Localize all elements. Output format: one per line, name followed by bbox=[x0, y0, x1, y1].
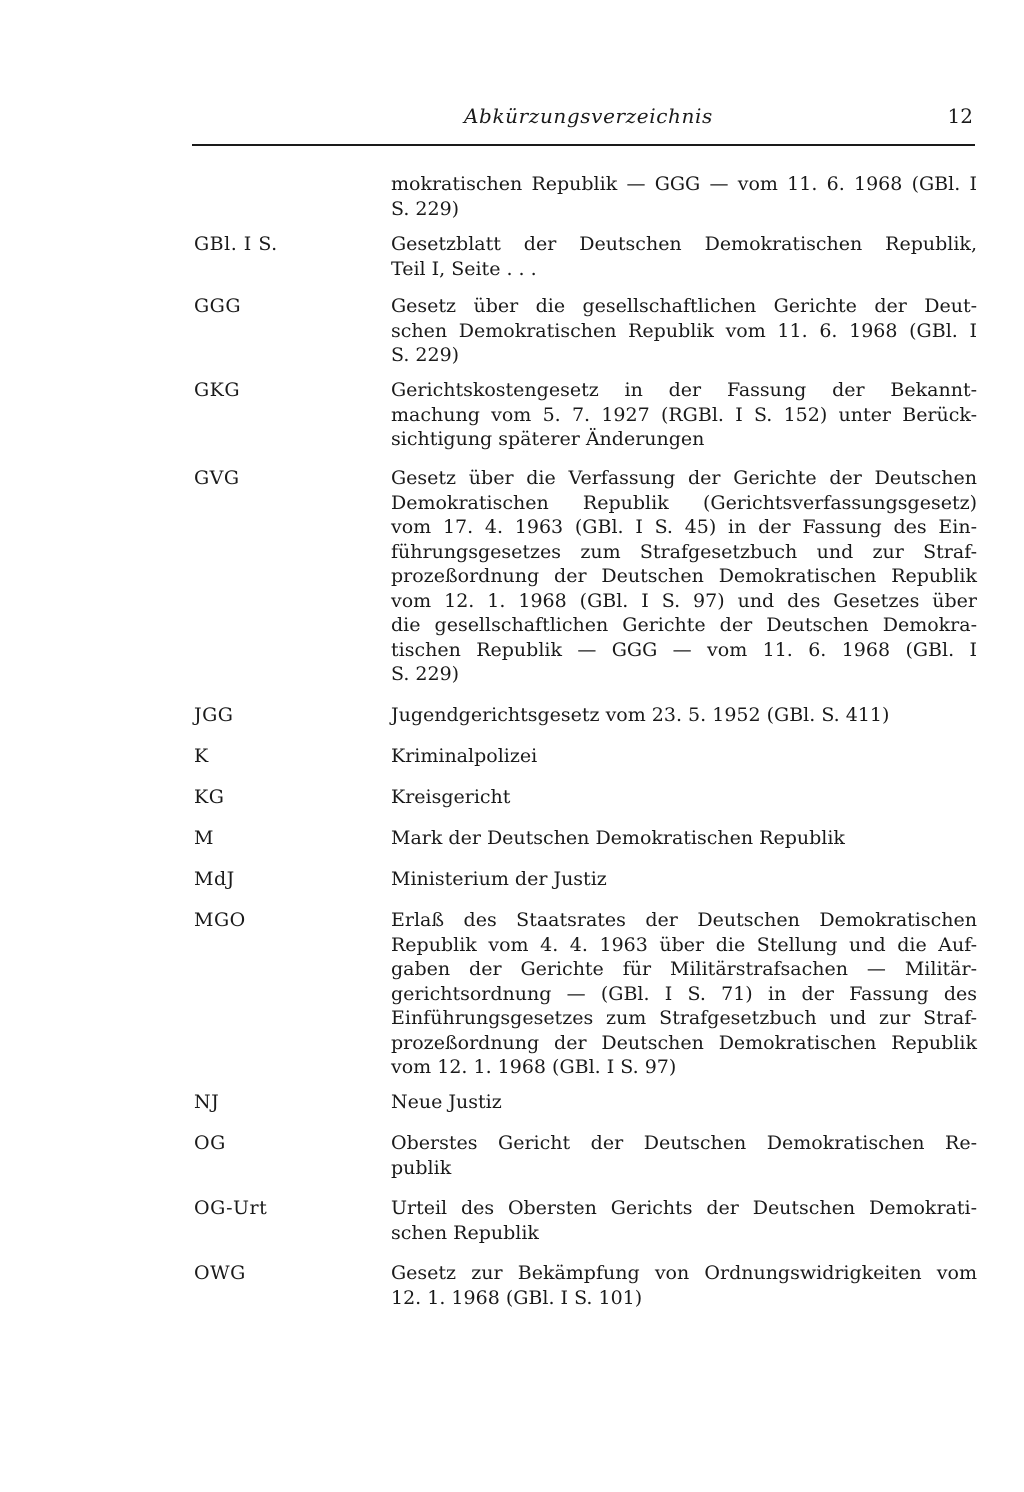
definition-line: prozeßordnung der Deutschen Demokratischen Republik bbox=[391, 1031, 977, 1054]
entry-definition bbox=[391, 1090, 977, 1115]
entry-definition bbox=[391, 908, 977, 1080]
definition-line: schen Demokratischen Republik vom 11. 6. 1968 (GBl. I bbox=[391, 319, 977, 342]
entry-definition bbox=[391, 826, 977, 851]
definition-line: vom 17. 4. 1963 (GBl. I S. 45) in der Fassung des Ein- bbox=[391, 516, 977, 538]
entry-abbreviation: JGG bbox=[194, 704, 234, 726]
entry-definition bbox=[391, 867, 977, 892]
definition-line: Kriminalpolizei bbox=[391, 745, 538, 767]
definition-line: Kreisgericht bbox=[391, 786, 511, 808]
entry-abbreviation: OWG bbox=[194, 1262, 246, 1284]
entry-abbreviation: GKG bbox=[194, 379, 241, 401]
entry-abbreviation: MdJ bbox=[194, 868, 235, 890]
definition-line: schen Republik bbox=[391, 1221, 539, 1244]
entry-abbreviation: M bbox=[194, 827, 214, 849]
entry-abbreviation: GBl. I S. bbox=[194, 233, 278, 255]
entry-definition bbox=[391, 785, 977, 810]
definition-line: tischen Republik — GGG — vom 11. 6. 1968 (GBl. I bbox=[391, 638, 977, 661]
running-title: Abkürzungsverzeichnis bbox=[464, 104, 713, 128]
definition-line: Gesetz zur Bekämpfung von Ordnungswidrigkeiten vom bbox=[391, 1262, 977, 1284]
definition-line: Urteil des Obersten Gerichts der Deutschen Demokrati- bbox=[391, 1197, 977, 1219]
entry-abbreviation: K bbox=[194, 745, 209, 767]
definition-line: Gesetz über die gesellschaftlichen Gerichte der Deut- bbox=[391, 295, 977, 317]
entry-definition bbox=[391, 172, 977, 221]
definition-line: Gesetz über die Verfassung der Gerichte der Deutschen bbox=[391, 467, 977, 489]
entry-abbreviation: MGO bbox=[194, 909, 246, 931]
definition-line: prozeßordnung der Deutschen Demokratischen Republik bbox=[391, 565, 977, 587]
definition-line: S. 229) bbox=[391, 663, 460, 685]
entry-definition bbox=[391, 744, 977, 769]
definition-line: vom 12. 1. 1968 (GBl. I S. 97) und des Gesetzes über bbox=[391, 589, 977, 612]
definition-line: mokratischen Republik — GGG — vom 11. 6. 1968 (GBl. I bbox=[391, 173, 977, 195]
definition-line: führungsgesetzes zum Strafgesetzbuch und zur Straf- bbox=[391, 540, 977, 563]
entry-definition bbox=[391, 466, 977, 687]
definition-line: Jugendgerichtsgesetz vom 23. 5. 1952 (GBl. S. 411) bbox=[391, 704, 890, 726]
definition-line: Gerichtskostengesetz in der Fassung der Bekannt- bbox=[391, 379, 977, 401]
definition-line: Neue Justiz bbox=[391, 1091, 502, 1113]
entry-abbreviation: KG bbox=[194, 786, 225, 808]
entry-definition bbox=[391, 1261, 977, 1310]
definition-line: S. 229) bbox=[391, 344, 460, 366]
definition-line: 12. 1. 1968 (GBl. I S. 101) bbox=[391, 1286, 643, 1309]
entry-abbreviation: GVG bbox=[194, 467, 240, 489]
definition-line: die gesellschaftlichen Gerichte der Deutschen Demokra- bbox=[391, 614, 977, 636]
definition-line: gaben der Gerichte für Militärstrafsachen — Militär- bbox=[391, 958, 977, 980]
definition-line: Gesetzblatt der Deutschen Demokratischen Republik, bbox=[391, 233, 977, 255]
definition-line: gerichtsordnung — (GBl. I S. 71) in der Fassung des bbox=[391, 982, 977, 1005]
entry-abbreviation: GGG bbox=[194, 295, 242, 317]
definition-line: Mark der Deutschen Demokratischen Republik bbox=[391, 827, 845, 849]
definition-line: Republik vom 4. 4. 1963 über die Stellung und die Auf- bbox=[391, 933, 977, 956]
entry-definition bbox=[391, 1196, 977, 1245]
definition-line: sichtigung späterer Änderungen bbox=[391, 428, 705, 450]
definition-line: S. 229) bbox=[391, 197, 460, 220]
entry-abbreviation: OG bbox=[194, 1132, 226, 1154]
definition-line: vom 12. 1. 1968 (GBl. I S. 97) bbox=[391, 1056, 677, 1078]
entry-definition bbox=[391, 1131, 977, 1180]
definition-line: Einführungsgesetzes zum Strafgesetzbuch und zur Straf- bbox=[391, 1007, 977, 1029]
definition-line: Ministerium der Justiz bbox=[391, 868, 607, 890]
definition-line: machung vom 5. 7. 1927 (RGBl. I S. 152) unter Berück- bbox=[391, 403, 977, 426]
definition-line: Demokratischen Republik (Gerichtsverfassungsgesetz) bbox=[391, 491, 977, 514]
page-header bbox=[192, 104, 975, 146]
definition-line: publik bbox=[391, 1156, 452, 1179]
definition-line: Teil I, Seite . . . bbox=[391, 257, 537, 280]
entry-definition bbox=[391, 232, 977, 281]
entry-definition bbox=[391, 378, 977, 452]
entry-abbreviation: OG-Urt bbox=[194, 1197, 268, 1219]
definition-line: Erlaß des Staatsrates der Deutschen Demokratischen bbox=[391, 909, 977, 931]
definition-line: Oberstes Gericht der Deutschen Demokratischen Re- bbox=[391, 1132, 977, 1154]
entry-abbreviation: NJ bbox=[194, 1091, 220, 1113]
entry-definition bbox=[391, 294, 977, 368]
page-number: 12 bbox=[947, 104, 973, 128]
entry-definition bbox=[391, 703, 977, 728]
